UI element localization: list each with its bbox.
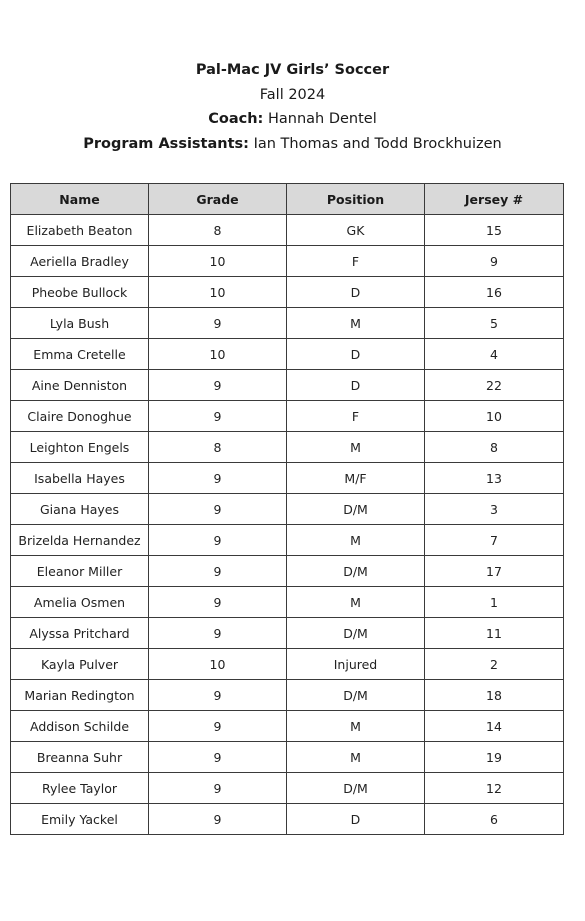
- column-header-grade: Grade: [149, 184, 287, 215]
- position-cell: M: [287, 525, 425, 556]
- position-cell: Injured: [287, 649, 425, 680]
- grade-cell: 8: [149, 215, 287, 246]
- player-name-cell: Marian Redington: [11, 680, 149, 711]
- table-row: [11, 556, 564, 587]
- column-header-name: Name: [11, 184, 149, 215]
- grade-cell: 8: [149, 432, 287, 463]
- jersey-number-cell: 4: [425, 339, 564, 370]
- table-row: [11, 804, 564, 835]
- grade-cell: 9: [149, 556, 287, 587]
- grade-cell: 10: [149, 649, 287, 680]
- player-name-cell: Brizelda Hernandez: [11, 525, 149, 556]
- grade-cell: 9: [149, 463, 287, 494]
- player-name-cell: Isabella Hayes: [11, 463, 149, 494]
- player-name-cell: Aine Denniston: [11, 370, 149, 401]
- player-name-cell: Emily Yackel: [11, 804, 149, 835]
- table-row: [11, 215, 564, 246]
- player-name-cell: Claire Donoghue: [11, 401, 149, 432]
- jersey-number-cell: 6: [425, 804, 564, 835]
- position-cell: M: [287, 742, 425, 773]
- roster-table: [10, 183, 564, 835]
- assistants-label: Program Assistants:: [83, 135, 249, 152]
- roster-body: [11, 215, 564, 835]
- grade-cell: 9: [149, 773, 287, 804]
- player-name-cell: Leighton Engels: [11, 432, 149, 463]
- jersey-number-cell: 8: [425, 432, 564, 463]
- position-cell: D: [287, 339, 425, 370]
- jersey-number-cell: 12: [425, 773, 564, 804]
- player-name-cell: Rylee Taylor: [11, 773, 149, 804]
- jersey-number-cell: 5: [425, 308, 564, 339]
- position-cell: M/F: [287, 463, 425, 494]
- position-cell: D: [287, 277, 425, 308]
- grade-cell: 9: [149, 742, 287, 773]
- table-row: [11, 494, 564, 525]
- season-label: Fall 2024: [259, 86, 326, 103]
- grade-cell: 9: [149, 525, 287, 556]
- coach-label: Coach:: [208, 111, 264, 127]
- position-cell: M: [287, 587, 425, 618]
- table-row: [11, 432, 564, 463]
- column-header-jersey: Jersey #: [425, 184, 564, 215]
- table-row: [11, 587, 564, 618]
- grade-cell: 9: [149, 711, 287, 742]
- player-name-cell: Alyssa Pritchard: [11, 618, 149, 649]
- document-header: [0, 58, 585, 156]
- grade-cell: 9: [149, 494, 287, 525]
- jersey-number-cell: 15: [425, 215, 564, 246]
- jersey-number-cell: 22: [425, 370, 564, 401]
- grade-cell: 9: [149, 618, 287, 649]
- team-title: Pal-Mac JV Girls’ Soccer: [195, 62, 390, 78]
- assistants-names: Ian Thomas and Todd Brockhuizen: [253, 135, 502, 152]
- table-row: [11, 463, 564, 494]
- jersey-number-cell: 13: [425, 463, 564, 494]
- column-header-position: Position: [287, 184, 425, 215]
- jersey-number-cell: 18: [425, 680, 564, 711]
- jersey-number-cell: 11: [425, 618, 564, 649]
- player-name-cell: Aeriella Bradley: [11, 246, 149, 277]
- table-row: [11, 711, 564, 742]
- grade-cell: 9: [149, 680, 287, 711]
- table-row: [11, 742, 564, 773]
- table-row: [11, 649, 564, 680]
- table-row: [11, 308, 564, 339]
- table-row: [11, 773, 564, 804]
- player-name-cell: Kayla Pulver: [11, 649, 149, 680]
- table-row: [11, 680, 564, 711]
- grade-cell: 9: [149, 401, 287, 432]
- player-name-cell: Addison Schilde: [11, 711, 149, 742]
- position-cell: D/M: [287, 680, 425, 711]
- player-name-cell: Eleanor Miller: [11, 556, 149, 587]
- position-cell: GK: [287, 215, 425, 246]
- player-name-cell: Emma Cretelle: [11, 339, 149, 370]
- table-row: [11, 525, 564, 556]
- jersey-number-cell: 2: [425, 649, 564, 680]
- jersey-number-cell: 7: [425, 525, 564, 556]
- position-cell: D: [287, 370, 425, 401]
- table-row: [11, 339, 564, 370]
- position-cell: F: [287, 401, 425, 432]
- grade-cell: 9: [149, 308, 287, 339]
- grade-cell: 9: [149, 370, 287, 401]
- jersey-number-cell: 10: [425, 401, 564, 432]
- coach-name: Hannah Dentel: [267, 111, 377, 127]
- table-row: [11, 370, 564, 401]
- position-cell: D: [287, 804, 425, 835]
- table-row: [11, 277, 564, 308]
- assistants-line: [0, 132, 585, 157]
- jersey-number-cell: 14: [425, 711, 564, 742]
- position-cell: M: [287, 308, 425, 339]
- player-name-cell: Lyla Bush: [11, 308, 149, 339]
- table-row: [11, 246, 564, 277]
- coach-line: [0, 107, 585, 132]
- jersey-number-cell: 3: [425, 494, 564, 525]
- position-cell: D/M: [287, 494, 425, 525]
- table-header-row: [11, 184, 564, 215]
- player-name-cell: Pheobe Bullock: [11, 277, 149, 308]
- position-cell: M: [287, 711, 425, 742]
- grade-cell: 9: [149, 587, 287, 618]
- position-cell: M: [287, 432, 425, 463]
- jersey-number-cell: 1: [425, 587, 564, 618]
- jersey-number-cell: 16: [425, 277, 564, 308]
- jersey-number-cell: 9: [425, 246, 564, 277]
- position-cell: D/M: [287, 556, 425, 587]
- player-name-cell: Elizabeth Beaton: [11, 215, 149, 246]
- position-cell: D/M: [287, 773, 425, 804]
- player-name-cell: Giana Hayes: [11, 494, 149, 525]
- jersey-number-cell: 17: [425, 556, 564, 587]
- grade-cell: 10: [149, 277, 287, 308]
- table-row: [11, 401, 564, 432]
- grade-cell: 10: [149, 246, 287, 277]
- grade-cell: 9: [149, 804, 287, 835]
- player-name-cell: Breanna Suhr: [11, 742, 149, 773]
- position-cell: D/M: [287, 618, 425, 649]
- jersey-number-cell: 19: [425, 742, 564, 773]
- position-cell: F: [287, 246, 425, 277]
- player-name-cell: Amelia Osmen: [11, 587, 149, 618]
- grade-cell: 10: [149, 339, 287, 370]
- table-row: [11, 618, 564, 649]
